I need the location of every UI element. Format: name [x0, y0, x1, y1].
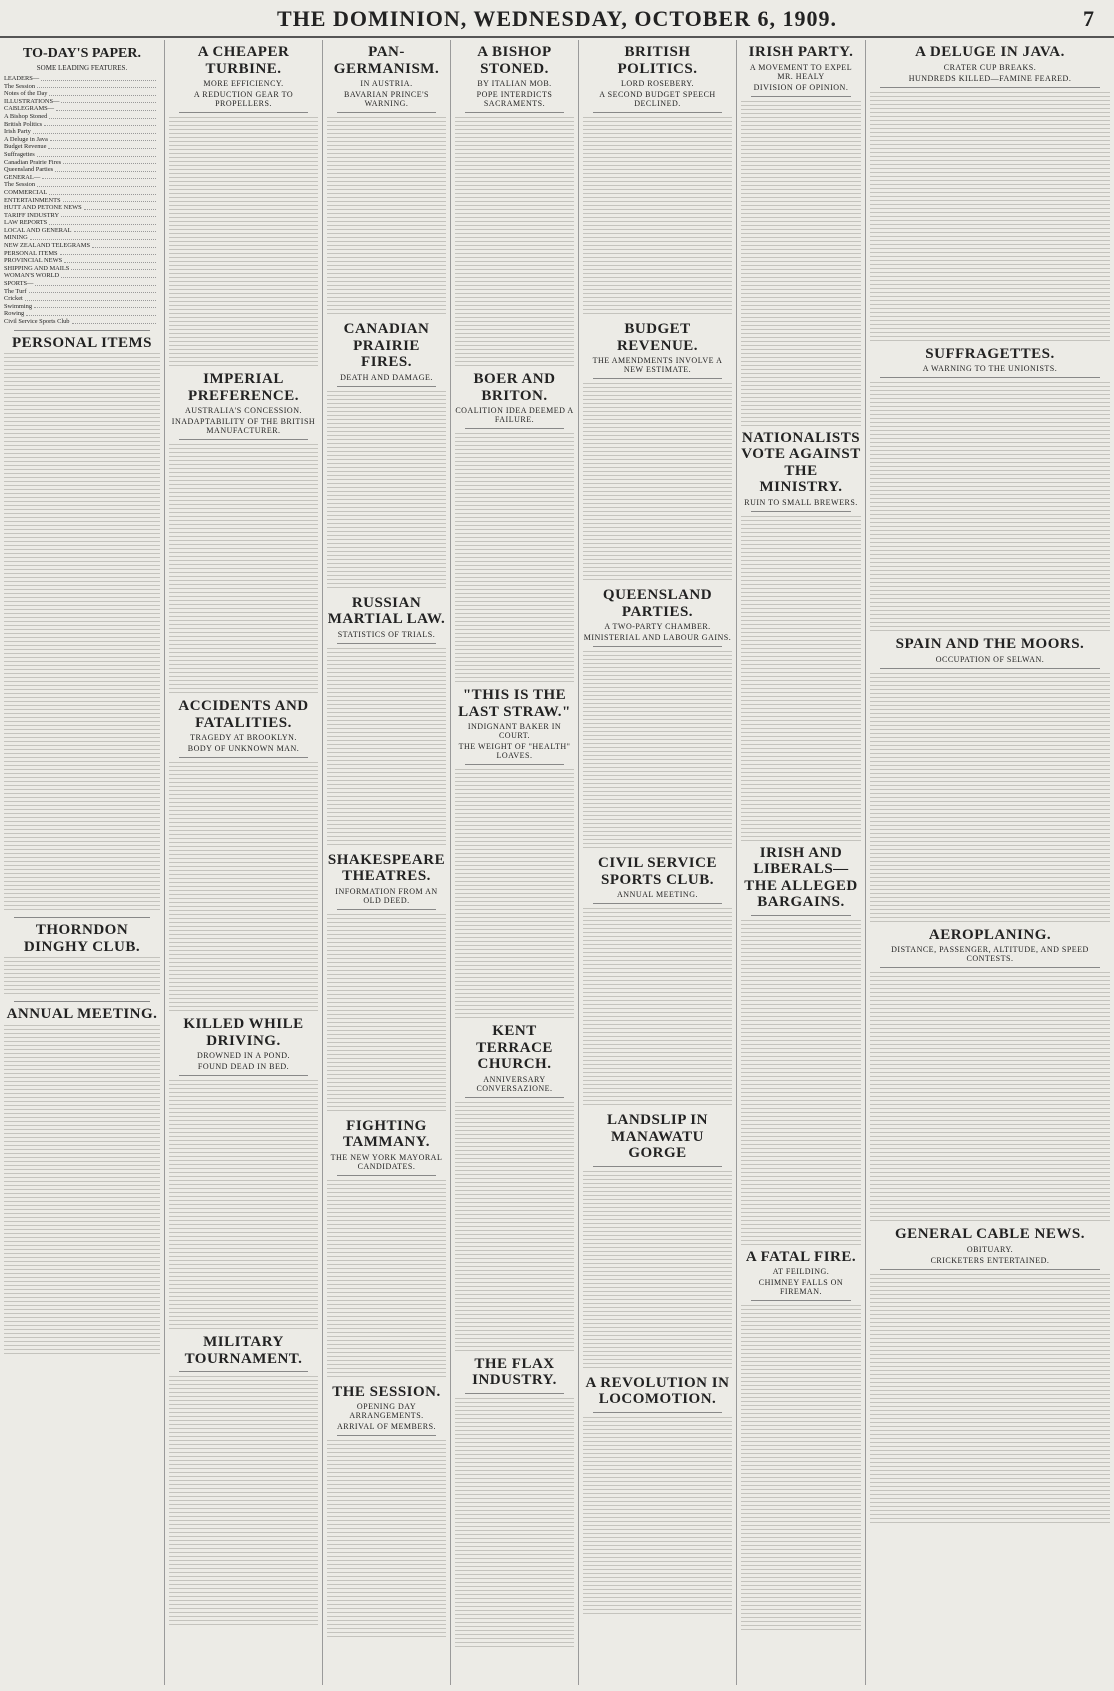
article-deck: BAVARIAN PRINCE'S WARNING. — [344, 90, 429, 108]
article-text-block — [327, 648, 446, 848]
contents-entry — [4, 204, 160, 212]
contents-entry-label: TARIFF INDUSTRY — [4, 211, 60, 219]
article-text-block — [583, 117, 732, 317]
leader-dots — [49, 90, 156, 96]
divider — [880, 668, 1100, 669]
article — [870, 40, 1110, 342]
leader-dots — [29, 288, 156, 294]
contents-entry — [4, 83, 160, 91]
contents-entry-label: Rowing — [4, 310, 25, 318]
article-text-block — [583, 383, 732, 583]
column-contents — [0, 40, 165, 1685]
article-headline: BOER AND BRITON. — [473, 371, 556, 404]
divider — [179, 757, 308, 758]
article-headline: RUSSIAN MARTIAL LAW. — [327, 594, 446, 627]
article-headline: SPAIN AND THE MOORS. — [895, 636, 1085, 652]
contents-entry — [4, 128, 160, 136]
article-subhead: STATISTICS OF TRIALS. — [337, 629, 436, 639]
article — [741, 1245, 861, 1631]
leader-dots — [37, 83, 156, 89]
article — [455, 683, 574, 1019]
article-headline: AEROPLANING. — [928, 926, 1052, 943]
article-deck: BODY OF UNKNOWN MAN. — [187, 744, 300, 753]
divider — [880, 377, 1100, 378]
article-deck: MINISTERIAL AND LABOUR GAINS. — [583, 633, 732, 642]
article-text-block — [327, 391, 446, 591]
article-subhead: MORE EFFICIENCY. — [203, 79, 284, 88]
article-subhead: RUIN TO SMALL BREWERS. — [744, 497, 858, 507]
contents-entry-label: Cricket — [4, 295, 23, 303]
contents-entry — [4, 310, 160, 318]
leader-dots — [44, 121, 156, 127]
article-text-block — [583, 908, 732, 1108]
divider — [337, 643, 436, 644]
article — [583, 583, 732, 851]
article-text-block — [327, 1180, 446, 1380]
contents-entry-label: SPORTS— — [4, 280, 34, 288]
contents-entry — [4, 257, 160, 265]
divider — [751, 915, 851, 916]
article-headline: SUFFRAGETTES. — [925, 345, 1055, 362]
article — [455, 1352, 574, 1648]
article-text-block — [455, 433, 574, 683]
leader-dots — [37, 181, 156, 187]
article-text-block — [4, 957, 160, 997]
article-headline: IRISH PARTY. — [748, 44, 854, 60]
article-subhead: AUSTRALIA'S CONCESSION. — [185, 406, 302, 415]
article — [169, 1330, 318, 1626]
article-deck: ARRIVAL OF MEMBERS. — [336, 1422, 437, 1431]
contents-entry — [4, 212, 160, 220]
article — [455, 367, 574, 683]
divider — [179, 1371, 308, 1372]
article-text-block — [583, 1171, 732, 1371]
article-subhead: OBITUARY. — [966, 1244, 1014, 1254]
contents-entry — [4, 75, 160, 83]
article-headline: FIGHTING TAMMANY. — [343, 1117, 430, 1150]
leader-dots — [48, 143, 156, 149]
divider — [880, 967, 1100, 968]
contents-entry-label: A Deluge in Java — [4, 135, 48, 143]
article-headline: PAN-GERMANISM. — [333, 44, 440, 77]
contents-entry — [4, 219, 160, 227]
leader-dots — [64, 257, 156, 263]
contents-entry-label: SHIPPING AND MAILS — [4, 264, 70, 272]
section-heading: PERSONAL ITEMS — [12, 334, 152, 351]
article — [741, 40, 861, 426]
article-headline: CIVIL SERVICE SPORTS CLUB. — [598, 855, 717, 888]
contents-entry — [4, 265, 160, 273]
article-deck: FOUND DEAD IN BED. — [197, 1062, 290, 1071]
divider — [593, 1166, 722, 1167]
article-text-block — [327, 914, 446, 1114]
contents-entry-label: Canadian Prairie Fires — [4, 158, 62, 166]
article-headline: LANDSLIP IN MANAWATU GORGE — [607, 1112, 708, 1161]
contents-title: TO-DAY'S PAPER. — [23, 46, 141, 61]
leader-dots — [56, 105, 156, 111]
article — [455, 1019, 574, 1352]
contents-entry — [4, 303, 160, 311]
contents-entry — [4, 159, 160, 167]
contents-entry — [4, 121, 160, 129]
contents-entry — [4, 318, 160, 326]
divider — [751, 1300, 851, 1301]
leader-dots — [63, 159, 156, 165]
leader-dots — [72, 318, 156, 324]
divider — [337, 1175, 436, 1176]
divider — [880, 1269, 1100, 1270]
article-deck: INADAPTABILITY OF THE BRITISH MANUFACTURER. — [171, 417, 316, 435]
article-headline: "THIS IS THE LAST STRAW." — [458, 687, 571, 720]
contents-entry-label: LAW REPORTS — [4, 219, 48, 227]
leader-dots — [63, 197, 156, 203]
contents-entry-label: Swimming — [4, 302, 33, 310]
article-subhead: DISTANCE, PASSENGER, ALTITUDE, AND SPEED CONTESTS. — [891, 945, 1089, 963]
article-subhead: ANNIVERSARY CONVERSAZIONE. — [476, 1074, 553, 1093]
article-deck: A SECOND BUDGET SPEECH DECLINED. — [599, 90, 716, 108]
article-text-block — [169, 762, 318, 1012]
contents-entry — [4, 174, 160, 182]
article-text-block — [455, 1398, 574, 1648]
article-headline: IMPERIAL PREFERENCE. — [188, 371, 299, 404]
article-text-block — [583, 651, 732, 851]
divider — [593, 1412, 722, 1413]
divider — [593, 378, 722, 379]
article-headline: A CHEAPER TURBINE. — [197, 44, 290, 77]
article-text-block — [4, 353, 160, 913]
divider — [337, 1435, 436, 1436]
article-deck: A REDUCTION GEAR TO PROPELLERS. — [193, 90, 294, 108]
article-subhead: COALITION IDEA DEEMED A FAILURE. — [455, 406, 574, 424]
leader-dots — [33, 128, 156, 134]
leader-dots — [42, 174, 156, 180]
leader-dots — [61, 272, 156, 278]
leader-dots — [37, 151, 156, 157]
article-headline: BUDGET REVENUE. — [616, 321, 699, 354]
article — [327, 1114, 446, 1380]
contents-entry-label: PROVINCIAL NEWS — [4, 257, 63, 265]
article-subhead: IN AUSTRIA. — [360, 79, 413, 88]
leader-dots — [41, 75, 156, 81]
contents-entry-label: ENTERTAINMENTS — [4, 196, 61, 204]
contents-entry — [4, 234, 160, 242]
contents-entry-label: WOMAN'S WORLD — [4, 272, 60, 280]
article-text-block — [741, 516, 861, 841]
article — [583, 851, 732, 1108]
column-2 — [323, 40, 451, 1685]
article — [741, 426, 861, 841]
article — [455, 40, 574, 367]
contents-entry — [4, 288, 160, 296]
article-subhead: THE NEW YORK MAYORAL CANDIDATES. — [330, 1152, 443, 1171]
contents-entry-label: The Turf — [4, 287, 27, 295]
contents-entry-label: Notes of the Day — [4, 90, 48, 98]
article-text-block — [327, 1440, 446, 1640]
divider — [337, 909, 436, 910]
article-headline: MILITARY TOURNAMENT. — [184, 1334, 303, 1367]
contents-entry-label: NEW ZEALAND TELEGRAMS — [4, 242, 91, 250]
contents-entry-label: ILLUSTRATIONS— — [4, 97, 60, 105]
article — [870, 342, 1110, 633]
article-headline: BRITISH POLITICS. — [617, 44, 698, 77]
article — [169, 367, 318, 694]
contents-entry — [4, 113, 160, 121]
contents-entry-label: LOCAL AND GENERAL — [4, 226, 72, 234]
contents-entry-label: Suffragettes — [4, 150, 35, 158]
article-headline: GENERAL CABLE NEWS. — [895, 1226, 1085, 1242]
article-text-block — [583, 1417, 732, 1617]
leader-dots — [35, 280, 156, 286]
article-subhead: DEATH AND DAMAGE. — [340, 372, 433, 382]
contents-entry-label: The Session — [4, 181, 36, 189]
divider — [337, 112, 436, 113]
article-subhead: AT FEILDING. — [772, 1267, 830, 1276]
article-text-block — [169, 1080, 318, 1330]
article-text-block — [870, 382, 1110, 632]
article-subhead: TRAGEDY AT BROOKLYN. — [190, 733, 297, 742]
column-1 — [165, 40, 323, 1685]
divider — [179, 439, 308, 440]
divider — [751, 511, 851, 512]
article-text-block — [870, 1274, 1110, 1524]
article-headline: QUEENSLAND PARTIES. — [602, 587, 713, 620]
contents-entry — [4, 280, 160, 288]
divider — [465, 1393, 564, 1394]
contents-entry-label: A Bishop Stoned — [4, 112, 48, 120]
leader-dots — [84, 204, 156, 210]
article — [169, 1012, 318, 1330]
article — [741, 841, 861, 1245]
article-subhead: LORD ROSEBERY. — [620, 79, 695, 88]
leader-dots — [34, 303, 156, 309]
article-subhead: BY ITALIAN MOB. — [477, 79, 552, 88]
leader-dots — [60, 250, 156, 256]
article-text-block — [741, 101, 861, 426]
contents-entry — [4, 242, 160, 250]
leader-dots — [61, 98, 156, 104]
article — [870, 632, 1110, 923]
divider — [880, 87, 1100, 88]
article — [327, 317, 446, 591]
leader-dots — [61, 212, 156, 218]
contents-entry-label: LEADERS— — [4, 75, 40, 82]
contents-entry — [4, 250, 160, 258]
article-deck: HUNDREDS KILLED—FAMINE FEARED. — [908, 73, 1072, 83]
article-headline: A BISHOP STONED. — [477, 44, 552, 77]
contents-entry-label: PERSONAL ITEMS — [4, 249, 58, 257]
article-headline: KENT TERRACE CHURCH. — [476, 1023, 553, 1072]
divider — [179, 1075, 308, 1076]
article — [583, 317, 732, 583]
article-deck: CHIMNEY FALLS ON FIREMAN. — [758, 1278, 844, 1296]
article-headline: THE FLAX INDUSTRY. — [472, 1355, 557, 1388]
article-subhead: THE AMENDMENTS INVOLVE A NEW ESTIMATE. — [592, 356, 723, 374]
article-text-block — [870, 92, 1110, 342]
article-subhead: A WARNING TO THE UNIONISTS. — [922, 364, 1058, 373]
section-heading: ANNUAL MEETING. — [6, 1006, 158, 1023]
article-deck: POPE INTERDICTS SACRAMENTS. — [476, 90, 553, 108]
article-text-block — [455, 1102, 574, 1352]
contents-entry-label: Civil Service Sports Club — [4, 318, 70, 325]
column-3 — [451, 40, 579, 1685]
contents-entry — [4, 105, 160, 113]
article-text-block — [4, 1025, 160, 1355]
contents-entry-label: Budget Revenue — [4, 143, 47, 151]
masthead — [0, 0, 1114, 38]
article-deck: THE WEIGHT OF "HEALTH" LOAVES. — [458, 742, 571, 760]
divider — [593, 903, 722, 904]
article-text-block — [169, 444, 318, 694]
contents-entry — [4, 272, 160, 280]
contents-entry-label: GENERAL— — [4, 173, 41, 181]
contents-entry-label: MINING — [4, 234, 28, 242]
leader-dots — [74, 227, 156, 233]
contents-entry — [4, 295, 160, 303]
leader-dots — [26, 310, 156, 316]
article-subhead: A TWO-PARTY CHAMBER. — [604, 622, 711, 631]
article-headline: A REVOLUTION IN LOCOMOTION. — [585, 1374, 730, 1407]
contents-entry-label: HUTT AND PETONE NEWS — [4, 204, 82, 212]
article-text-block — [169, 117, 318, 367]
article — [870, 1222, 1110, 1524]
divider — [465, 112, 564, 113]
article-subhead: INDIGNANT BAKER IN COURT. — [467, 722, 562, 740]
article — [583, 1108, 732, 1371]
leader-dots — [49, 219, 156, 225]
article-subhead: DROWNED IN A POND. — [197, 1051, 290, 1060]
contents-entry-label: Irish Party — [4, 128, 31, 136]
article-headline: CANADIAN PRAIRIE FIRES. — [343, 321, 430, 370]
article-subhead: OCCUPATION OF SELWAN. — [935, 654, 1045, 664]
leader-dots — [30, 234, 156, 240]
article — [327, 1380, 446, 1641]
article-subhead: INFORMATION FROM AN OLD DEED. — [335, 886, 438, 905]
contents-entry — [4, 90, 160, 98]
article-text-block — [741, 920, 861, 1245]
leader-dots — [55, 166, 156, 172]
leader-dots — [50, 136, 156, 142]
section-heading: THORNDON DINGHY CLUB. — [23, 922, 141, 955]
article-headline: A FATAL FIRE. — [745, 1248, 857, 1265]
contents-entry — [4, 143, 160, 151]
divider — [465, 1097, 564, 1098]
contents-subtitle: SOME LEADING FEATURES. — [36, 64, 128, 72]
article — [169, 40, 318, 367]
contents-entry — [4, 151, 160, 159]
article-text-block — [327, 117, 446, 317]
article — [870, 923, 1110, 1223]
article-headline: THE SESSION. — [332, 1383, 441, 1400]
divider — [465, 764, 564, 765]
article-text-block — [870, 972, 1110, 1222]
contents-entry — [4, 136, 160, 144]
leader-dots — [92, 242, 156, 248]
contents-entry — [4, 189, 160, 197]
article-headline: NATIONALISTS VOTE AGAINST THE MINISTRY. — [741, 429, 861, 495]
divider — [179, 112, 308, 113]
article-subhead: CRATER CUP BREAKS. — [943, 62, 1037, 72]
article-subhead: A MOVEMENT TO EXPEL MR. HEALY — [749, 62, 853, 81]
divider — [465, 428, 564, 429]
article — [583, 40, 732, 317]
article-deck: CRICKETERS ENTERTAINED. — [930, 1255, 1050, 1265]
article — [327, 848, 446, 1114]
contents-entry-label: The Session — [4, 82, 36, 90]
article — [169, 694, 318, 1012]
article-text-block — [870, 673, 1110, 923]
contents-entry — [4, 197, 160, 205]
article-headline: ACCIDENTS AND FATALITIES. — [178, 698, 309, 731]
article — [327, 591, 446, 848]
article-text-block — [455, 769, 574, 1019]
article — [327, 40, 446, 317]
leader-dots — [49, 113, 156, 119]
article — [583, 1371, 732, 1617]
article-text-block — [455, 117, 574, 367]
article-headline: A DELUGE IN JAVA. — [915, 44, 1065, 60]
contents-entry-label: Queensland Parties — [4, 166, 54, 174]
contents-entry — [4, 98, 160, 106]
article-headline: KILLED WHILE DRIVING. — [183, 1016, 304, 1049]
divider — [14, 917, 150, 918]
contents-entry — [4, 227, 160, 235]
leader-dots — [25, 295, 156, 301]
article-subhead: OPENING DAY ARRANGEMENTS. — [349, 1402, 424, 1420]
leader-dots — [49, 189, 156, 195]
divider — [14, 1001, 150, 1002]
article-headline: IRISH AND LIBERALS—THE ALLEGED BARGAINS. — [744, 844, 858, 910]
contents-entry-label: CABLEGRAMS— — [4, 105, 55, 113]
article-text-block — [169, 1376, 318, 1626]
column-6 — [866, 40, 1114, 1685]
divider — [593, 112, 722, 113]
contents-entry-label: COMMERCIAL — [4, 188, 48, 196]
divider — [593, 646, 722, 647]
article-headline: SHAKESPEARE THEATRES. — [327, 851, 446, 884]
column-4 — [579, 40, 737, 1685]
masthead-title: THE DOMINION, WEDNESDAY, OCTOBER 6, 1909. — [277, 6, 837, 31]
divider — [337, 386, 436, 387]
contents-entry-label: British Politics — [4, 120, 43, 128]
divider — [751, 96, 851, 97]
contents-entry — [4, 166, 160, 174]
divider — [14, 330, 150, 331]
contents-entry — [4, 181, 160, 189]
leader-dots — [71, 265, 156, 271]
page-number: 7 — [1083, 6, 1094, 31]
article-deck: DIVISION OF OPINION. — [753, 82, 849, 92]
article-text-block — [741, 1305, 861, 1630]
article-subhead: ANNUAL MEETING. — [617, 890, 698, 899]
column-5 — [737, 40, 866, 1685]
